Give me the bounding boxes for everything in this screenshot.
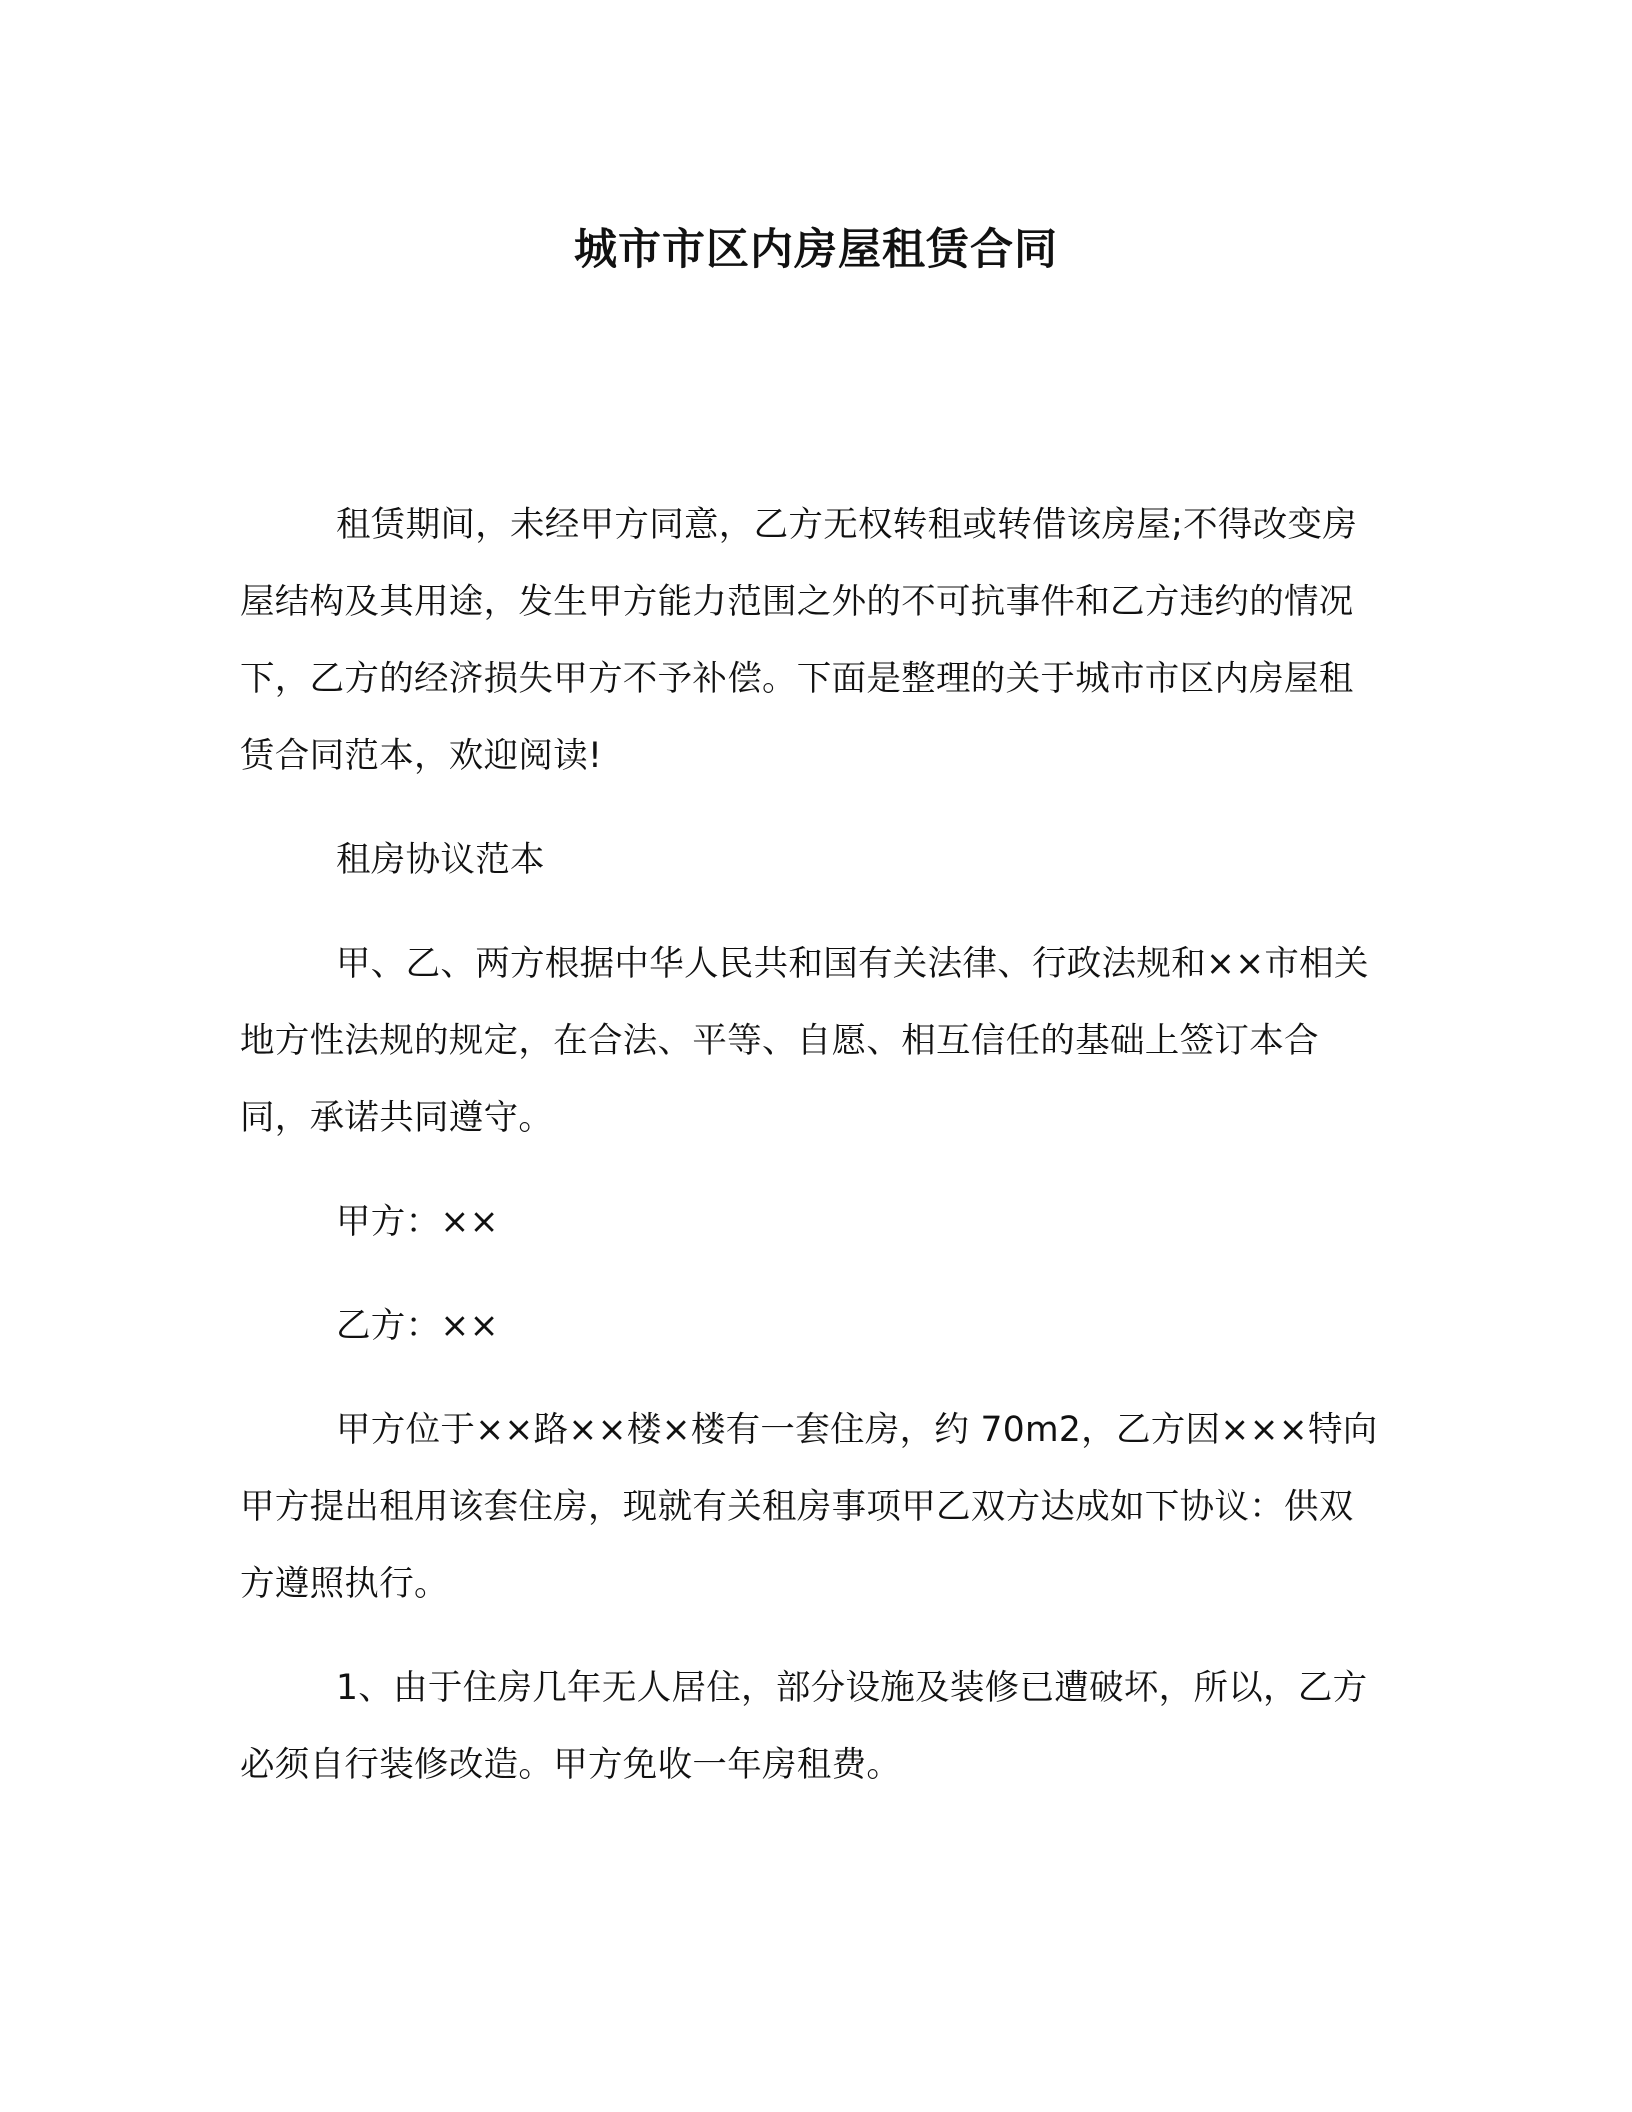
document-title: 城市市区内房屋租赁合同	[574, 225, 1058, 275]
paragraph-party-a: 甲方：××	[336, 1202, 499, 1242]
paragraph-section-heading: 租房协议范本	[336, 840, 545, 880]
paragraph-property-description: 甲方位于××路××楼×楼有一套住房，约 70m2，乙方因×××特向甲方提出租用该套住房，现就有关租房事项甲乙双方达成如下协议：供双方遵照执行。	[240, 1410, 1378, 1604]
paragraph-clause-1: 1、由于住房几年无人居住，部分设施及装修已遭破坏，所以，乙方必须自行装修改造。甲方免收一年房租费。	[240, 1668, 1368, 1785]
document-body	[240, 487, 1380, 1804]
paragraph-intro: 租赁期间，未经甲方同意，乙方无权转租或转借该房屋;不得改变房屋结构及其用途，发生甲方能力范围之外的不可抗事件和乙方违约的情况下，乙方的经济损失甲方不予补偿。下面是整理的关于城市市区内房屋租赁合同范本，欢迎阅读!	[240, 505, 1358, 776]
paragraph-party-b: 乙方：××	[336, 1306, 499, 1346]
paragraph-parties-agreement: 甲、乙、两方根据中华人民共和国有关法律、行政法规和××市相关地方性法规的规定，在合法、平等、自愿、相互信任的基础上签订本合同，承诺共同遵守。	[240, 944, 1369, 1138]
